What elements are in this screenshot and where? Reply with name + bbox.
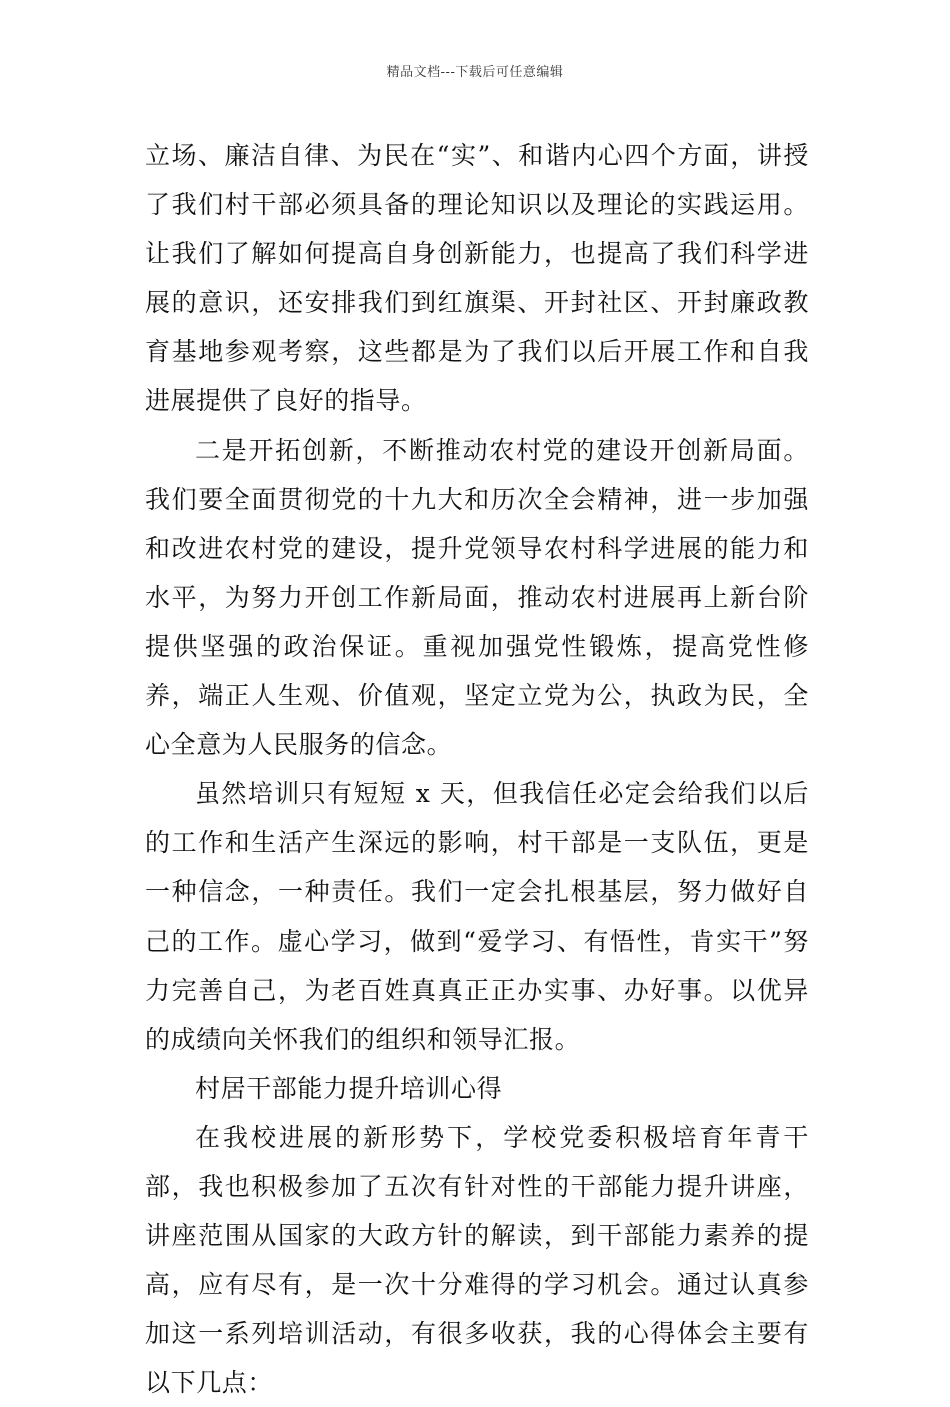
paragraph-conclusion: 虽然培训只有短短 x 天，但我信任必定会给我们以后的工作和生活产生深远的影响，村干部是一支队伍，更是一种信念，一种责任。我们一定会扎根基层，努力做好自己的工作。虚心学习，做到“爱学习、有悟性，肯实干”努力完善自己，为老百姓真真正正办实事、办好事。以优异的成绩向关怀我们的组织和领导汇报。 [145,779,809,1054]
paragraph-innovation: 二是开拓创新，不断推动农村党的建设开创新局面。我们要全面贯彻党的十九大和历次全会精神，进一步加强和改进农村党的建设，提升党领导农村科学进展的能力和水平，为努力开创工作新局面，推动农村进展再上新台阶提供坚强的政治保证。重视加强党性锻炼，提高党性修养，端正人生观、价值观，坚定立党为公，执政为民，全心全意为人民服务的信念。 [145,435,809,760]
paragraph-continuation: 立场、廉洁自律、为民在“实”、和谐内心四个方面，讲授了我们村干部必须具备的理论知识以及理论的实践运用。让我们了解如何提高自身创新能力，也提高了我们科学进展的意识，还安排我们到红旗渠、开封社区、开封廉政教育基地参观考察，这些都是为了我们以后开展工作和自我进展提供了良好的指导。 [145,141,809,416]
section-title: 村居干部能力提升培训心得 [195,1073,503,1103]
page-header: 精品文档---下载后可任意编辑 [386,65,564,80]
paragraph-intro: 在我校进展的新形势下，学校党委积极培育年青干部，我也积极参加了五次有针对性的干部能力提升讲座，讲座范围从国家的大政方针的解读，到干部能力素养的提高，应有尽有，是一次十分难得的学习机会。通过认真参加这一系列培训活动，有很多收获，我的心得体会主要有以下几点： [145,1122,809,1398]
document-body [145,131,809,1407]
